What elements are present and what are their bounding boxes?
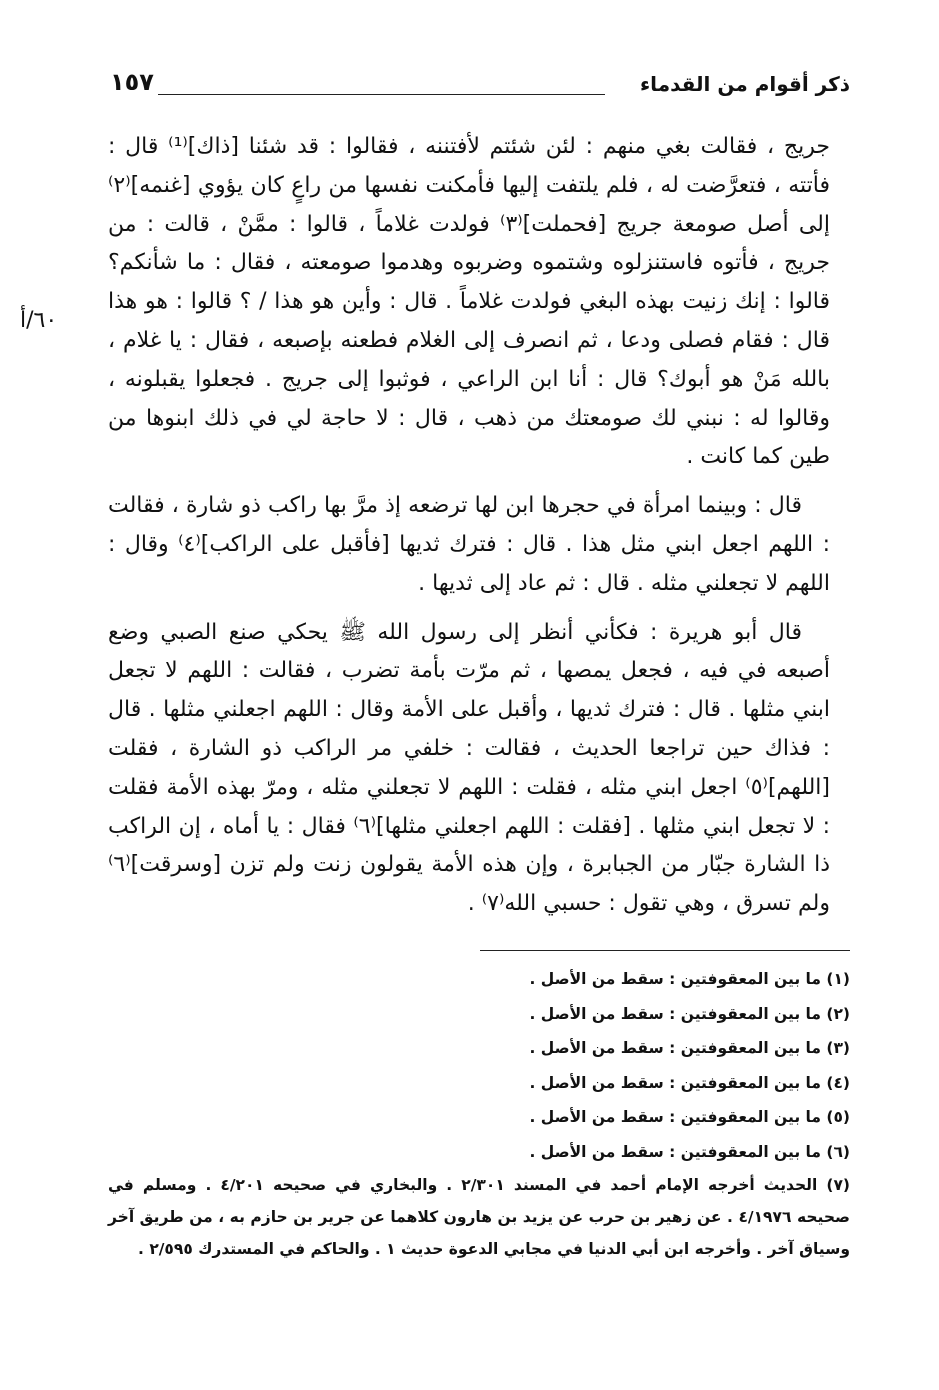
running-header bbox=[110, 68, 850, 112]
folio-margin-note: ٦٠/أ bbox=[20, 308, 58, 333]
running-title: ذكر أقوام من القدماء bbox=[639, 72, 850, 96]
footnote: (٤) ما بين المعقوفتين : سقط من الأصل . bbox=[529, 1073, 850, 1092]
page-number: ١٥٧ bbox=[110, 68, 154, 96]
paragraph: قال : وبينما امرأة في حجرها ابن لها ترضعه إذ مرَّ بها راكب ذو شارة ، فقالت : اللهم اجعل ابني مثل هذا . قال : فترك ثديها [فأقبل على الراكب]⁽٤⁾ وقال : اللهم لا تجعلني مثله . قال : ثم عاد إلى ثديها . bbox=[108, 493, 830, 596]
footnote-separator bbox=[480, 950, 850, 951]
footnote: (٧) الحديث أخرجه الإمام أحمد في المسند ٢/٣٠١ . والبخاري في صحيحه ٤/٢٠١ . ومسلم في صحيحه ٤/١٩٧٦ . عن زهير بن حرب عن يزيد بن هارون كلاهما عن جرير بن حازم به ، من طريق آخر وسياق آخر . وأخرجه ابن أبي الدنيا في مجابي الدعوة حديث ١ . والحاكم في المستدرك ٢/٥٩٥ . bbox=[108, 1176, 850, 1258]
header-rule bbox=[158, 94, 605, 95]
footnote: (٥) ما بين المعقوفتين : سقط من الأصل . bbox=[529, 1108, 850, 1126]
footnote: (١) ما بين المعقوفتين : سقط من الأصل . bbox=[529, 970, 850, 988]
paragraph: قال أبو هريرة : فكأني أنظر إلى رسول الله ﷺ يحكي صنع الصبي وضع أصبعه في فيه ، فجعل يمصها ، ثم مرّت بأمة تضرب ، فقالت : اللهم لا تجعل ابني مثلها . قال : فترك ثديها ، وأقبل على الأمة وقال : اللهم اجعلني مثلها . قال : فذاك حين تراجعا الحديث ، فقالت : خلفي مر الراكب ذو الشارة ، فقلت [اللهم]⁽٥⁾ اجعل ابني مثله ، فقلت : اللهم لا تجعلني مثله ، ومرّ بهذه الأمة فقلت : لا تجعل ابني مثلها . [فقلت : اللهم اجعلني مثلها]⁽٦⁾ فقال : يا أماه ، إن الراكب ذا الشارة جبّار من الجبابرة ، وإن هذه الأمة يقولون زنت ولم تزن [وسرقت]⁽٦⁾ ولم تسرق ، وهي تقول : حسبي الله⁽٧⁾ . bbox=[108, 619, 830, 917]
footnote: (٣) ما بين المعقوفتين : سقط من الأصل . bbox=[529, 1039, 850, 1057]
paragraph: جريج ، فقالت بغي منهم : لئن شئتم لأفتننه ، فقالوا : قد شئنا [ذاك]⁽¹⁾ قال : فأتته ، فتعرَّضت له ، فلم يلتفت إليها فأمكنت نفسها من راعٍ كان يؤوي [غنمه]⁽٢⁾ إلى أصل صومعة جريج [فحملت]⁽٣⁾ فولدت غلاماً ، قالوا : ممَّنْ ، قالت : من جريج ، فأتوه فاستنزلوه وشتموه وضربوه وهدموا صومعته ، فقال : ما شأنكم؟ قالوا : إنك زنيت بهذه البغي فولدت غلاماً . قال : وأين هو هذا / ؟ قالوا : هو هذا قال : فقام فصلى ودعا ، ثم انصرف إلى الغلام فطعنه بإصبعه ، فقال : يا غلام ، بالله مَنْ هو أبوك؟ قال : أنا ابن الراعي ، فوثبوا إلى جريج . فجعلوا يقبلونه ، وقالوا له : نبني لك صومعتك من ذهب ، قال : لا حاجة لي في ذلك ابنوها من طين كما كانت . bbox=[108, 134, 830, 470]
footnote: (٢) ما بين المعقوفتين : سقط من الأصل . bbox=[529, 1004, 850, 1023]
footnote: (٦) ما بين المعقوفتين : سقط من الأصل . bbox=[529, 1142, 850, 1161]
footnotes bbox=[108, 962, 850, 1265]
main-text bbox=[108, 128, 830, 924]
